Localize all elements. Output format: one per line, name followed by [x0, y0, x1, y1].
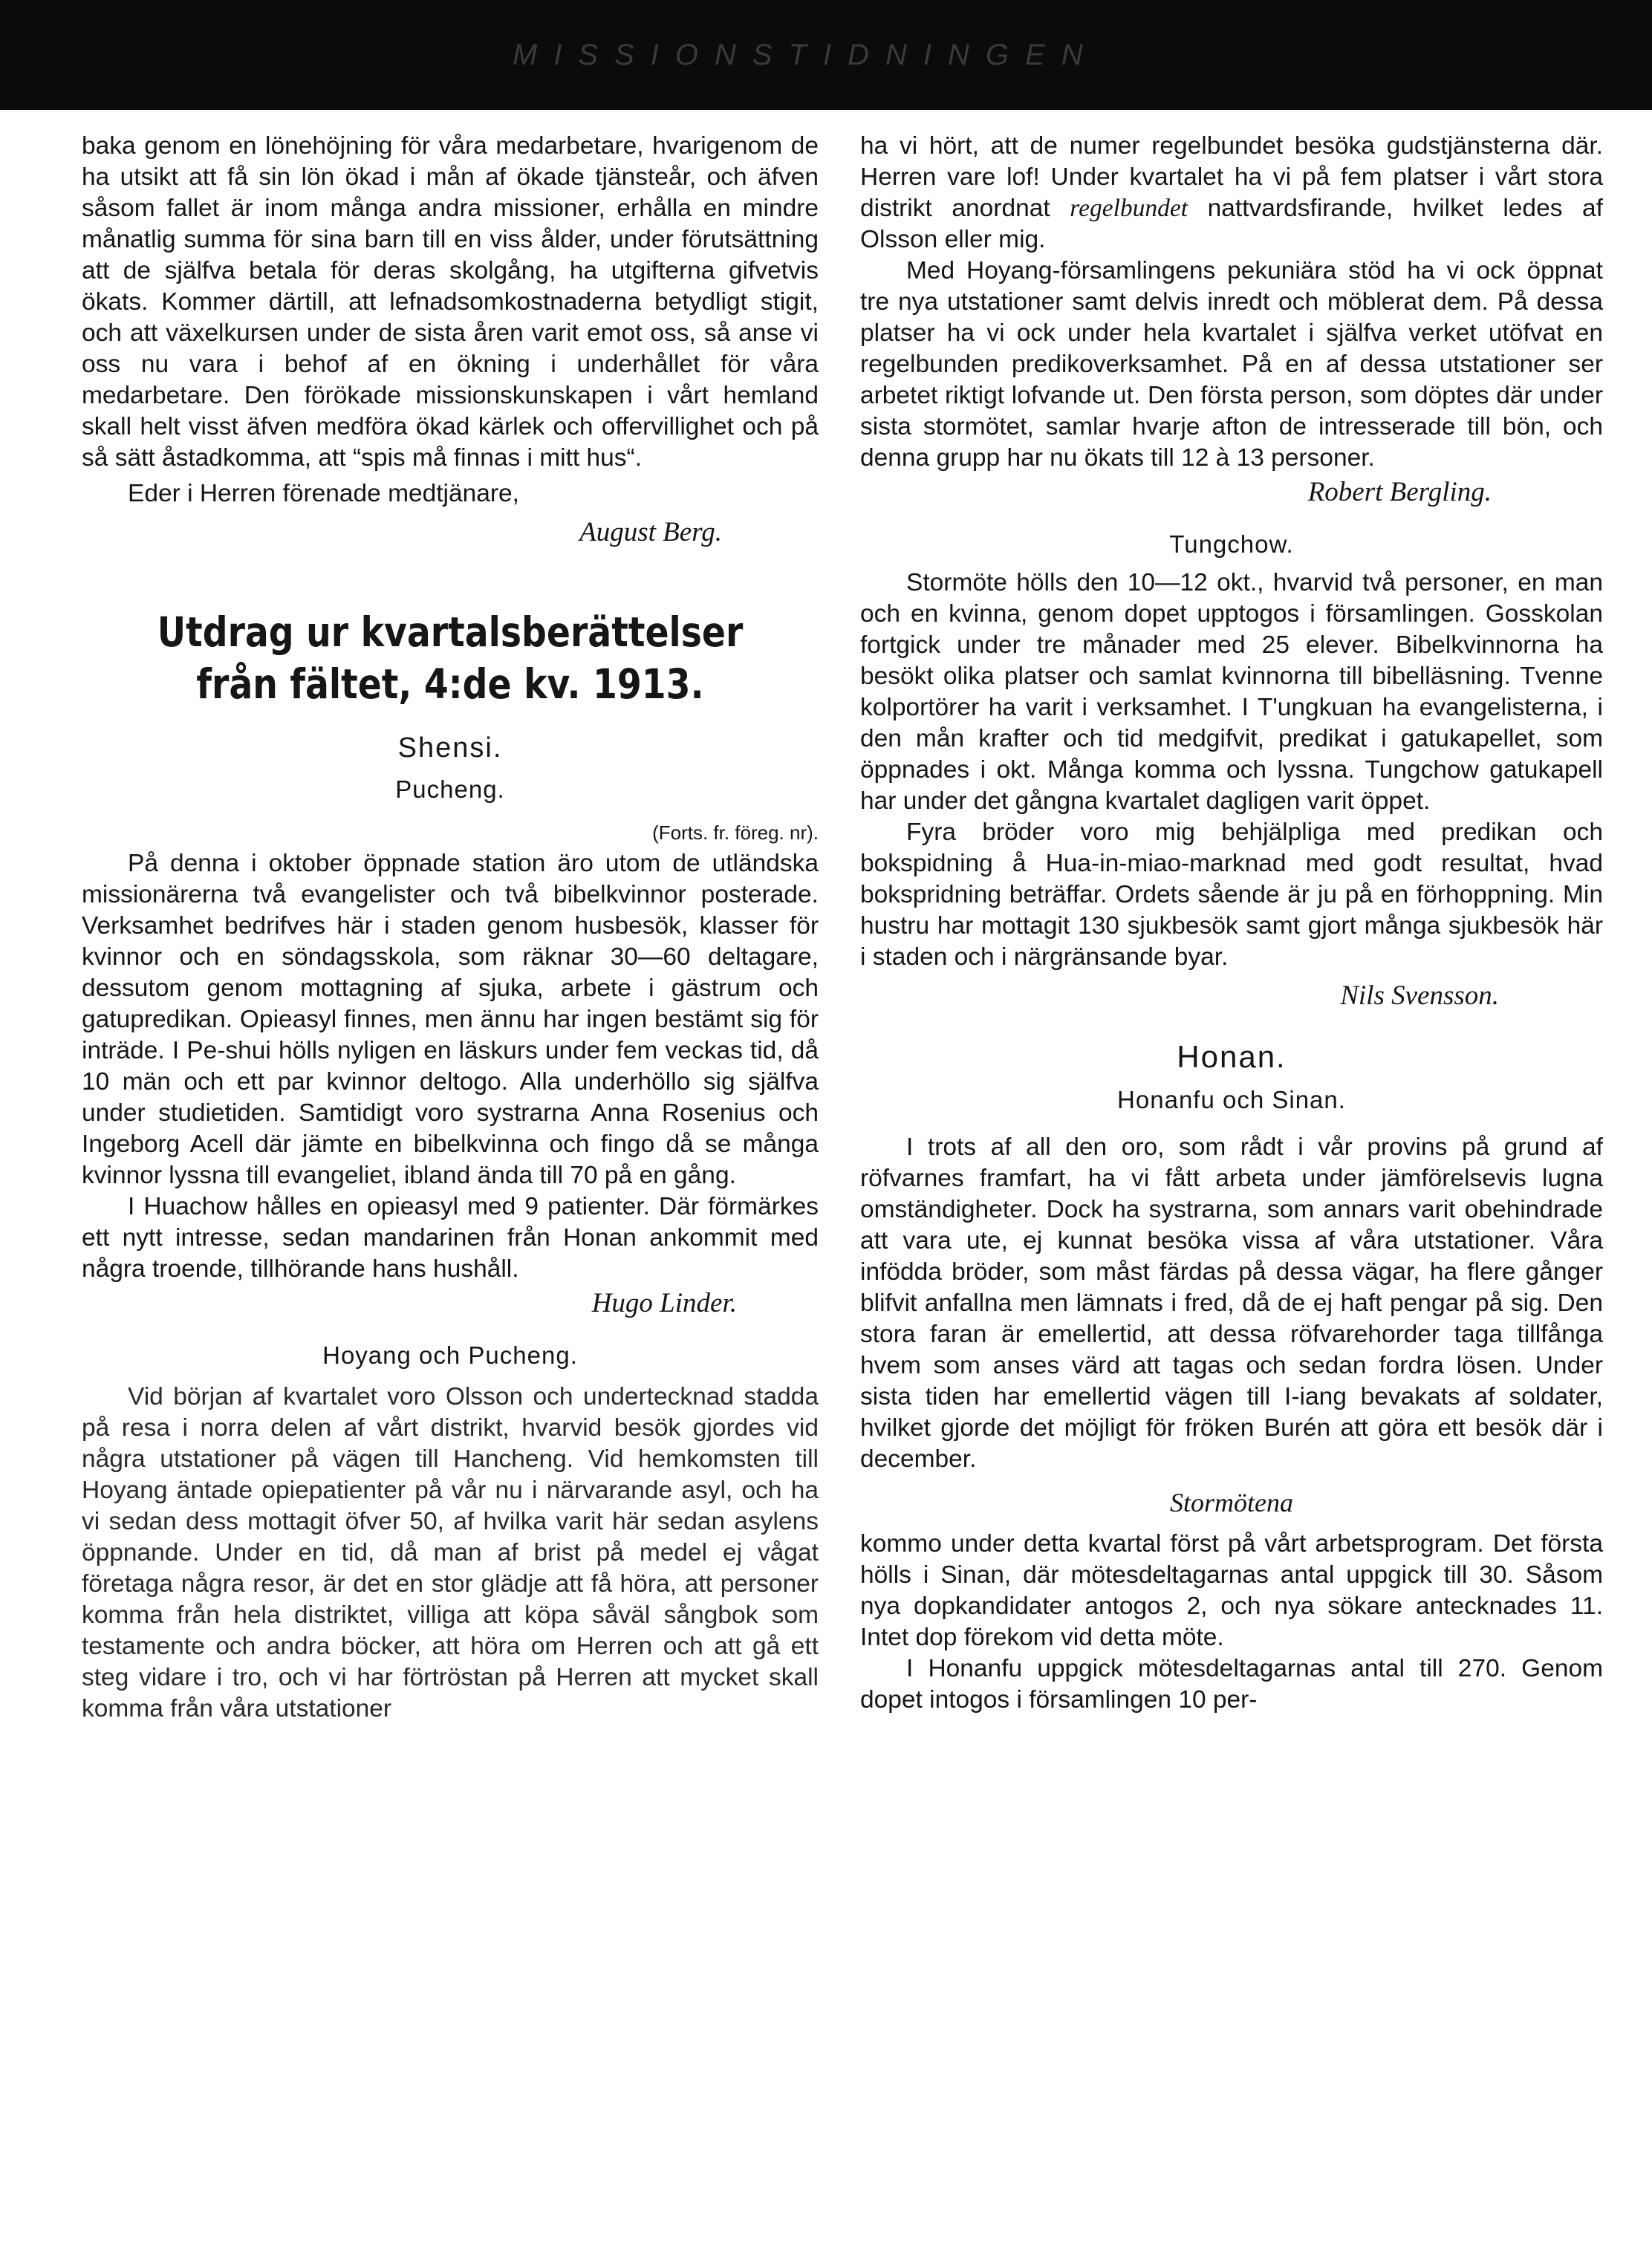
right-column — [860, 131, 1603, 2240]
signature-nils-svensson: Nils Svensson. — [1340, 980, 1499, 1011]
masthead — [0, 0, 1652, 110]
right-paragraph-5: I trots af all den oro, som rådt i vår provins på grund af röfvarnes framfart, ha vi fått arbeta under jämförelsevis lugna omständigheter. Dock ha systrarna, som annars varit obehindrade att vara ute, ej kunnat besöka vissa af våra utstationer. Våra infödda bröder, som måst färdas på dessa vägar, ha flere gånger blifvit anfallna men lämnats i fred, då de ej haft pengar på sig. Den stora faran är emellertid, att dessa röfvarehorder taga tillfånga hvem som anses värd att tagas och sedan fordra lösen. Under sista tiden har emellertid vägen till I-iang bevakats af soldater, hvilket gjorde det möjligt för fröken Burén att göra ett besök där i december. — [860, 1133, 1603, 1473]
right-paragraph-1 — [860, 131, 1603, 256]
station-honanfu-sinan: Honanfu och Sinan. — [1117, 1086, 1346, 1113]
section-spacer — [82, 548, 819, 606]
left-paragraph-4: Vid början af kvartalet voro Olsson och undertecknad stadda på resa i norra delen af vårt distrikt, hvarvid besök gjordes vid några utstationer på vägen till Hancheng. Vid hemkomsten till Hoyang äntade opiepatienter på vår nu i närvarande asyl, och ha vi sedan dess mottagit öfver 50, af hvilka varit här sedan asylens öppnande. Under en tid, då man af brist på medel ej vågat företaga några resor, är det en stor glädje att få höra, att personer komma från hela distriktet, villiga att köpa såväl sångbok som testamente och andra böcker, att höra om Herren och att gå ett steg vidare i tro, och vi har förtröstan på Herren att mycket skall komma från våra utstationer — [82, 1383, 819, 1722]
right-paragraph-2: Med Hoyang-församlingens pekuniära stöd ha vi ock öppnat tre nya utstationer samt delvis inredt och möblerat dem. På dessa platser ha vi ock under hela kvartalet i själfva verket utöfvat en regelbunden predikoverksamhet. På en af dessa utstationer ser arbetet riktigt lofvande ut. Den första person, som döptes där under sista stormötet, samlar hvarje afton de intresserade till bön, och denna grupp har nu ökats till 12 à 13 personer. — [860, 257, 1603, 472]
right-paragraph-1-text: ha vi hört, att de numer regelbundet besöka gudstjänsterna där. Herren vare lof! Under kvartalet ha vi på fem platser i vårt stora distrikt anordnat — [860, 132, 1603, 222]
station-pucheng: Pucheng. — [395, 775, 505, 803]
continued-note: (Forts. fr. föreg. nr). — [652, 821, 819, 844]
closing-line: Eder i Herren förenade medtjänare, — [128, 480, 519, 507]
left-paragraph-1: baka genom en lönehöjning för våra medarbetare, hvarigenom de ha utsikt att få sin lön ökad i mån af ökade tjänsteår, och äfven såsom fallet är inom många andra missioner, erhålla en mindre månatlig summa för sina barn till en viss ålder, under förutsättning att de själfva betala för deras skolgång, ha utgifterna gifvetvis ökats. Kommer därtill, att lefnadsomkostnaderna betydligt stigit, och att växelkursen under de sista åren varit emot oss, så anse vi oss nu vara i behof af en ökning i underhållet för våra medarbetare. Den förökade missionskunskapen i vårt hemland skall helt visst äfven medföra ökad kärlek och offervillighet och på så sätt åstadkomma, att “spis må finnas i mitt hus“. — [82, 132, 819, 472]
left-paragraph-3: I Huachow hålles en opieasyl med 9 patienter. Där förmärkes ett nytt intresse, sedan mandarinen från Honan ankommit med några troende, tillhörande hans hushåll. — [82, 1193, 819, 1283]
left-column — [82, 131, 819, 2240]
right-paragraph-7: I Honanfu uppgick mötesdeltagarnas antal till 270. Genom dopet intogos i församlingen 10 per- — [860, 1655, 1603, 1714]
section-heading: Utdrag ur kvartalsberättelser från fältet, 4:de kv. 1913. — [157, 608, 744, 708]
regelbundet-italic: regelbundet — [1070, 195, 1188, 222]
left-paragraph-2: På denna i oktober öppnade station äro utom de utländska missionärerna två evangelister och två bibelkvinnor posterade. Verksamhet bedrifves här i staden genom husbesök, klasser för kvinnor och en söndagsskola, som räknar 30—60 deltagare, dessutom genom mottagning af sjuka, arbete i gästrum och gatupredikan. Opieasyl finnes, men ännu har ingen bestämt sig för inträde. I Pe-shui hölls nyligen en läskurs under fem veckas tid, då 10 män och ett par kvinnor deltogo. Alla underhöllo sig själfva under studietiden. Samtidigt voro systrarna Anna Rosenius och Ingeborg Acell där jämte en bibelkvinna och fingo då se många kvinnor lyssna till evangeliet, ibland ända till 70 på en gång. — [82, 850, 819, 1189]
masthead-title: MISSIONSTIDNINGEN — [513, 39, 1099, 71]
subhead-stormotena: Stormötena — [1170, 1488, 1293, 1517]
signature-august-berg: August Berg. — [579, 517, 722, 547]
station-tungchow: Tungchow. — [1169, 530, 1294, 558]
signature-robert-bergling: Robert Bergling. — [1307, 477, 1492, 507]
right-paragraph-4: Fyra bröder voro mig behjälpliga med predikan och bokspidning å Hua-in-miao-marknad med godt resultat, hvad bokspridning beträffar. Ordets sående är ju på en förhoppning. Min hustru har mottagit 130 sjukbesök samt gjort många sjukbesök här i staden och i närgränsande byar. — [860, 819, 1603, 971]
right-paragraph-1-rest: nattvardsfirande, hvilket ledes af Olsson eller mig. — [860, 195, 1603, 253]
province-honan: Honan. — [1177, 1039, 1287, 1074]
province-shensi: Shensi. — [397, 732, 503, 764]
right-paragraph-3: Stormöte hölls den 10—12 okt., hvarvid två personer, en man och en kvinna, genom dopet upptogos i församlingen. Gosskolan fortgick under tre månader med 25 elever. Bibelkvinnorna ha besökt olika platser och samlat kvinnorna till bibelläsning. Tvenne kolportörer ha varit i verksamhet. I T'ungkuan ha evangelisterna, i den mån krafter och tid medgifvit, predikat i gatukapellet, som öppnades i okt. Många komma och lyssna. Tungchow gatukapell har under det gångna kvartalet dagligen varit öppet. — [860, 569, 1603, 815]
signature-hugo-linder: Hugo Linder. — [591, 1288, 737, 1318]
station-hoyang-pucheng: Hoyang och Pucheng. — [322, 1341, 578, 1369]
right-paragraph-6: kommo under detta kvartal först på vårt arbetsprogram. Det första hölls i Sinan, där mötesdeltagarnas antal uppgick till 30. Såsom nya dopkandidater antogos 2, och nya sökare antecknades 11. Intet dop förekom vid detta möte. — [860, 1530, 1603, 1651]
